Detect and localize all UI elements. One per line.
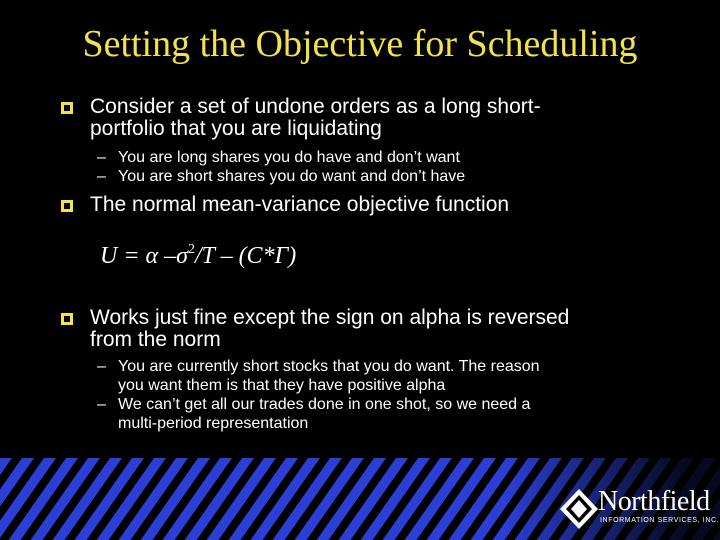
diamond-bullet-icon (60, 101, 74, 115)
formula-exponent: 2 (187, 242, 195, 257)
bullet-1-line-2: portfolio that you are liquidating (90, 117, 382, 140)
formula-lhs: U = (100, 243, 140, 269)
bullet-3 (60, 307, 660, 433)
dash: – (97, 168, 106, 185)
sub-bullet-line-2: multi-period representation (118, 415, 309, 432)
sub-bullet-line-1: We can’t get all our trades done in one shot, so we need a (118, 396, 531, 413)
sub-bullet-line-2: you want them is that they have positive alpha (118, 377, 446, 394)
sub-bullet (97, 148, 660, 167)
northfield-logo (560, 486, 720, 531)
bullet-3-line-1: Works just fine except the sign on alpha is reversed (90, 306, 570, 329)
dash: – (97, 396, 106, 413)
formula-alpha: α (145, 243, 159, 269)
bullet-1 (60, 96, 660, 186)
objective-formula (100, 242, 296, 270)
diamond-bullet-icon (60, 199, 74, 213)
logo-name: Northfield (598, 486, 710, 517)
sub-bullet-line-1: You are currently short stocks that you do want. The reason (118, 358, 540, 375)
dash: – (97, 149, 106, 166)
bullet-1-line-1: Consider a set of undone orders as a long short- (90, 95, 541, 118)
bullet-2-line-1: The normal mean-variance objective function (90, 193, 510, 216)
dash: – (97, 358, 106, 375)
sub-bullet-text: You are short shares you do want and don’t have (118, 168, 466, 185)
sub-bullet (97, 395, 660, 433)
sub-bullet-text: You are long shares you do have and don’t want (118, 149, 460, 166)
formula-minus: – (164, 243, 177, 269)
diamond-bullet-icon (60, 312, 74, 326)
sub-bullet (97, 357, 660, 395)
formula-rest: /T – (C*Γ) (194, 243, 297, 269)
slide-title: Setting the Objective for Scheduling (82, 23, 638, 65)
formula-sigma: σ (176, 243, 188, 269)
bullet-2 (60, 194, 660, 216)
logo-tagline: INFORMATION SERVICES, INC. (600, 517, 720, 524)
bullet-3-line-2: from the norm (90, 328, 221, 351)
sub-bullet (97, 167, 660, 186)
logo-mark-icon (560, 489, 598, 529)
